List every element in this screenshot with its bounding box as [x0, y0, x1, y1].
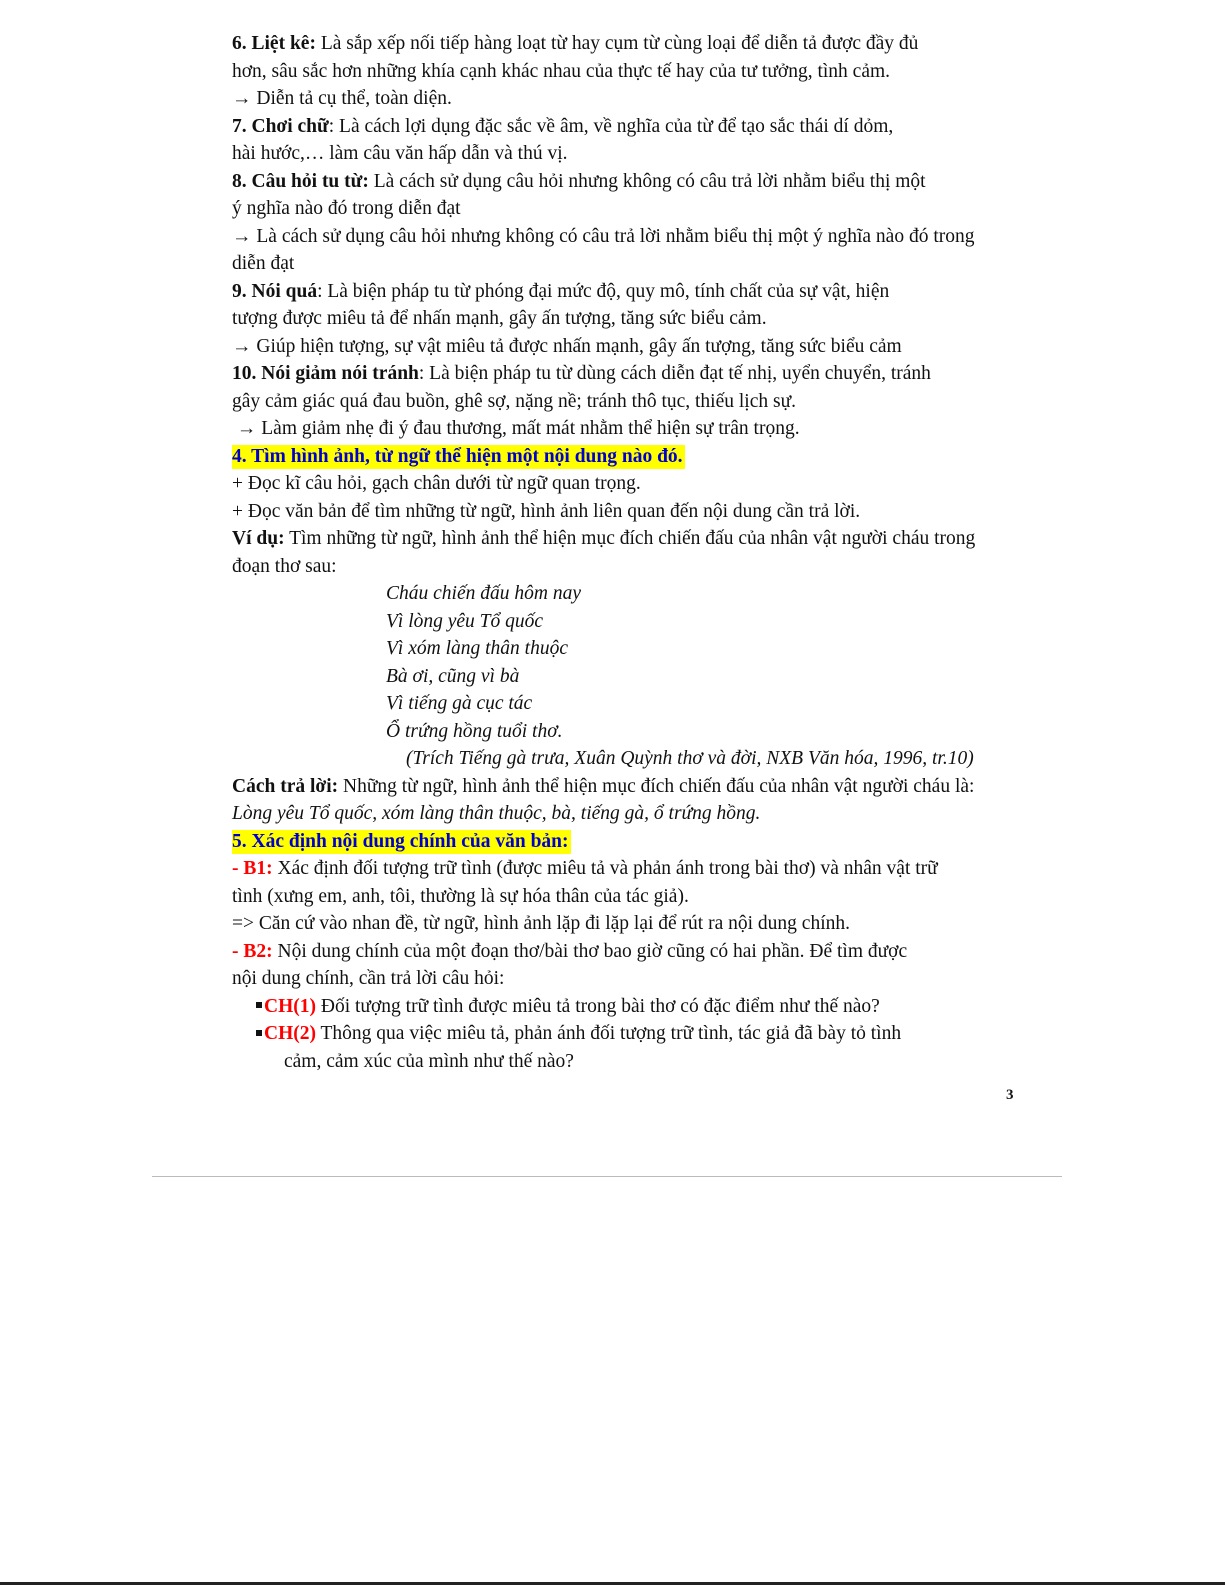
b1-label: - B1: [232, 858, 273, 879]
item-8-effect-2: diễn đạt [232, 253, 295, 274]
poem-source: (Trích Tiếng gà trưa, Xuân Quỳnh thơ và đời, NXB Văn hóa, 1996, tr.10) [406, 748, 974, 769]
section-4-step-1: + Đọc kĩ câu hỏi, gạch chân dưới từ ngữ quan trọng. [232, 473, 641, 494]
item-6-line-1: 6. Liệt kê: Là sắp xếp nối tiếp hàng loạt từ hay cụm từ cùng loại để diễn tả được đầy đủ [232, 33, 919, 54]
item-6-head: 6. Liệt kê: [232, 33, 316, 54]
poem-line: Bà ơi, cũng vì bà [386, 665, 520, 687]
section-4-heading: 4. Tìm hình ảnh, từ ngữ thể hiện một nội dung nào đó. [232, 445, 683, 467]
ch2-label: CH(2) [264, 1023, 316, 1044]
bullet-square-icon [256, 1002, 262, 1008]
section-4-step-2: + Đọc văn bản để tìm những từ ngữ, hình ảnh liên quan đến nội dung cần trả lời. [232, 500, 861, 522]
example-label: Ví dụ: [232, 528, 285, 549]
poem-line: Vì tiếng gà cục tác [386, 693, 533, 714]
section-5-heading-row [232, 828, 1052, 856]
ch1-label: CH(1) [264, 995, 316, 1017]
example-line-2: đoạn thơ sau: [232, 555, 337, 577]
page-number: 3 [1006, 1087, 1014, 1103]
ch2-line-1: CH(2) Thông qua việc miêu tả, phản ánh đối tượng trữ tình, tác giả đã bày tỏ tình [232, 1020, 1052, 1048]
page-divider [152, 1176, 1062, 1177]
item-8-effect-1: → Là cách sử dụng câu hỏi nhưng không có câu trả lời nhằm biểu thị một ý nghĩa nào đó trong [232, 225, 975, 247]
item-10-line-2: gây cảm giác quá đau buồn, ghê sợ, nặng nề; tránh thô tục, thiếu lịch sự. [232, 390, 797, 412]
item-8-line-1: 8. Câu hỏi tu từ: Là cách sử dụng câu hỏi nhưng không có câu trả lời nhằm biểu thị một [232, 170, 926, 192]
b2-line-2: nội dung chính, cần trả lời câu hỏi: [232, 968, 505, 989]
item-9-line-2: tượng được miêu tả để nhấn mạnh, gây ấn tượng, tăng sức biểu cảm. [232, 308, 767, 329]
bullet-square-icon [256, 1030, 262, 1036]
b1-line-2: tình (xưng em, anh, tôi, thường là sự hóa thân của tác giả). [232, 885, 689, 907]
item-9-effect: → Giúp hiện tượng, sự vật miêu tả được nhấn mạnh, gây ấn tượng, tăng sức biểu cảm [232, 335, 902, 357]
item-7-line-2: hài hước,… làm câu văn hấp dẫn và thú vị. [232, 143, 568, 164]
poem-line: Vì xóm làng thân thuộc [386, 638, 568, 659]
answer-line-2: Lòng yêu Tổ quốc, xóm làng thân thuộc, bà, tiếng gà, ổ trứng hồng. [232, 803, 761, 824]
item-7-line-1: 7. Chơi chữ: Là cách lợi dụng đặc sắc về âm, về nghĩa của từ để tạo sắc thái dí dỏm, [232, 115, 894, 137]
item-10-line-1: 10. Nói giảm nói tránh: Là biện pháp tu từ dùng cách diễn đạt tế nhị, uyển chuyển, tránh [232, 363, 931, 384]
section-5-heading: 5. Xác định nội dung chính của văn bản: [232, 830, 569, 852]
item-6-line-2: hơn, sâu sắc hơn những khía cạnh khác nhau của thực tế hay của tư tưởng, tình cảm. [232, 60, 891, 82]
example-line-1: Ví dụ: Tìm những từ ngữ, hình ảnh thể hiện mục đích chiến đấu của nhân vật người cháu trong [232, 528, 976, 549]
item-7-head: 7. Chơi chữ [232, 115, 329, 137]
poem-line: Vì lòng yêu Tổ quốc [386, 610, 544, 632]
item-9-line-1: 9. Nói quá: Là biện pháp tu từ phóng đại mức độ, quy mô, tính chất của sự vật, hiện [232, 280, 890, 302]
document-body [232, 30, 1052, 1075]
item-10-effect: → Làm giảm nhẹ đi ý đau thương, mất mát nhằm thể hiện sự trân trọng. [232, 418, 800, 439]
b2-line-1: - B2: Nội dung chính của một đoạn thơ/bài thơ bao giờ cũng có hai phần. Để tìm được [232, 940, 908, 962]
item-10-head: 10. Nói giảm nói tránh [232, 363, 419, 384]
b2-label: - B2: [232, 940, 273, 962]
item-8-line-2: ý nghĩa nào đó trong diễn đạt [232, 198, 461, 219]
item-6-effect: → Diễn tả cụ thể, toàn diện. [232, 88, 452, 109]
ch2-line-2: cảm, cảm xúc của mình như thế nào? [284, 1050, 574, 1072]
section-4-heading-row [232, 443, 1052, 471]
item-8-head: 8. Câu hỏi tu từ: [232, 170, 369, 192]
answer-label: Cách trả lời: [232, 775, 339, 797]
item-9-head: 9. Nói quá [232, 280, 318, 302]
ch1-line: CH(1) Đối tượng trữ tình được miêu tả trong bài thơ có đặc điểm như thế nào? [232, 993, 1052, 1021]
b1-line-1: - B1: Xác định đối tượng trữ tình (được miêu tả và phản ánh trong bài thơ) và nhân vật trữ [232, 858, 938, 879]
poem-line: Cháu chiến đấu hôm nay [386, 583, 581, 604]
poem-line: Ổ trứng hồng tuổi thơ. [386, 720, 563, 742]
answer-line-1: Cách trả lời: Những từ ngữ, hình ảnh thể hiện mục đích chiến đấu của nhân vật người cháu là: [232, 775, 975, 797]
b1-arrow: => Căn cứ vào nhan đề, từ ngữ, hình ảnh lặp đi lặp lại để rút ra nội dung chính. [232, 913, 850, 934]
